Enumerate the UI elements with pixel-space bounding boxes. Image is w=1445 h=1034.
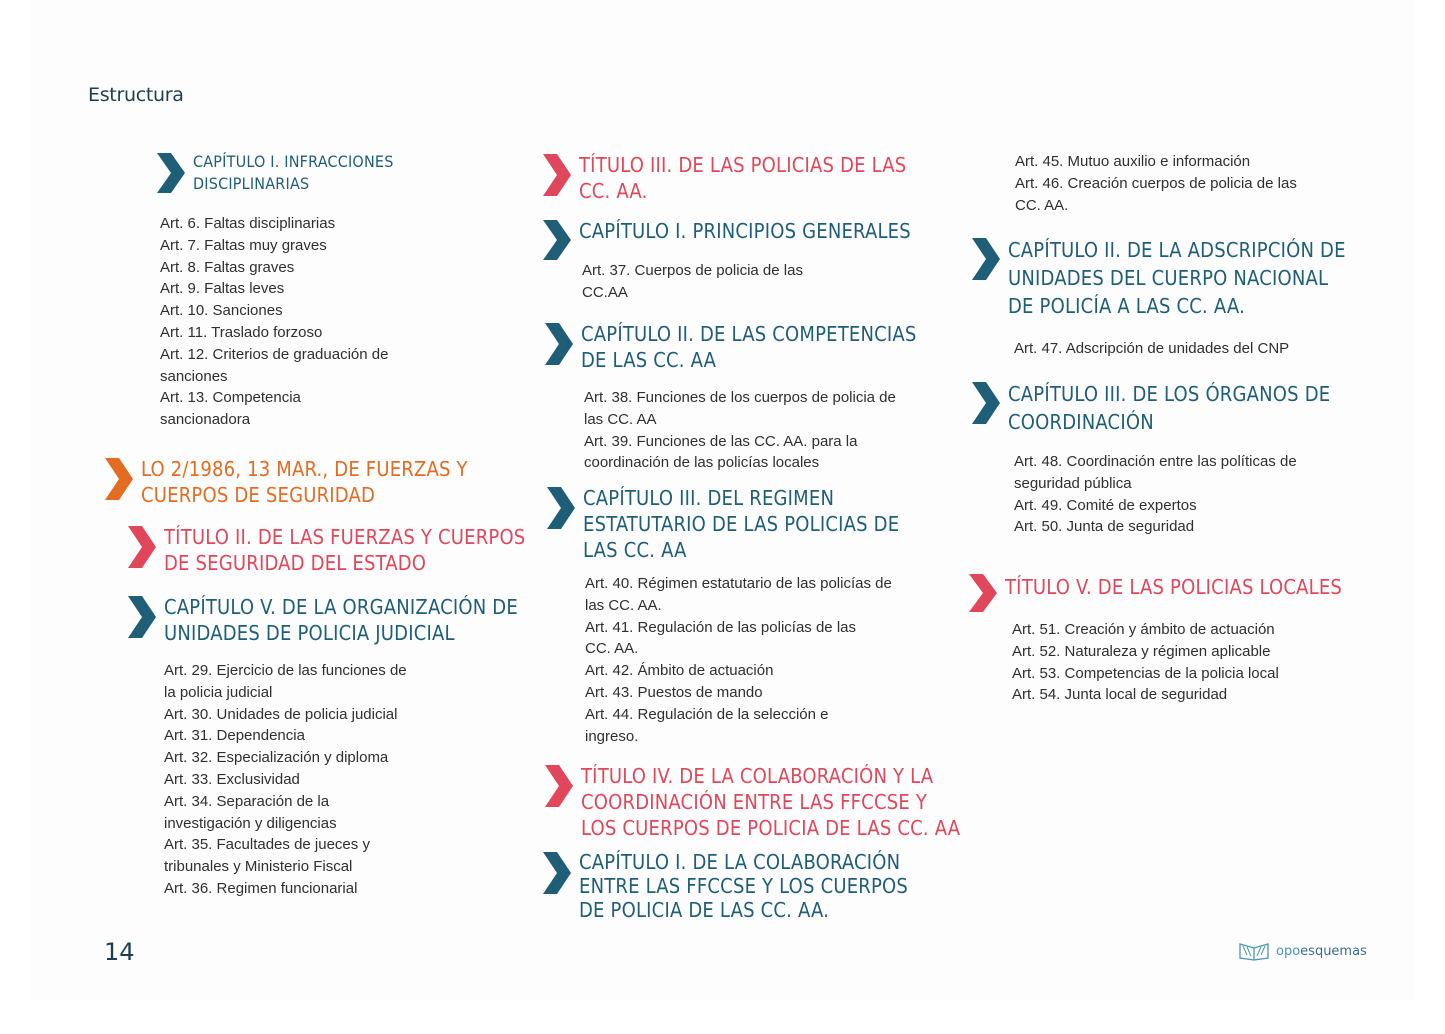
article-item: Art. 8. Faltas graves	[160, 258, 295, 276]
col3-items2	[1014, 451, 1334, 538]
title-heading: TÍTULO III. DE LAS POLICIAS DE LAS CC. AA.	[579, 153, 907, 203]
article-item: Art. 52. Naturaleza y régimen aplicable	[1012, 642, 1271, 660]
article-item: Art. 13. Competencia sancionadora	[160, 389, 301, 429]
article-item: Art. 40. Régimen estatutario de las policías de las CC. AA.	[585, 575, 892, 614]
article-item: Art. 10. Sanciones	[160, 302, 283, 320]
article-item: Art. 30. Unidades de policia judicial	[164, 705, 398, 723]
col3-items3	[1012, 619, 1332, 706]
chevron-red-icon	[545, 765, 573, 807]
article-item: Art. 49. Comité de expertos	[1014, 496, 1197, 514]
brand-logo	[1238, 941, 1367, 961]
article-item: Art. 7. Faltas muy graves	[160, 236, 327, 254]
col3-chapter-iii	[972, 380, 1372, 436]
col1-law-heading	[105, 456, 485, 508]
col2-chapter-ii	[545, 321, 945, 373]
article-item: Art. 12. Criterios de graduación de sanciones	[160, 345, 389, 385]
chapter-heading: CAPÍTULO I. PRINCIPIOS GENERALES	[579, 219, 911, 243]
page-number: 14	[104, 938, 135, 966]
chevron-teal-icon	[972, 238, 1000, 280]
article-item: Art. 41. Regulación de las policías de las CC. AA.	[585, 618, 856, 658]
title-heading: TÍTULO V. DE LAS POLICIAS LOCALES	[1005, 575, 1343, 599]
article-item: Art. 38. Funciones de los cuerpos de policia de las CC. AA	[584, 389, 896, 428]
chapter-heading: CAPÍTULO I. INFRACCIONES DISCIPLINARIAS	[193, 152, 394, 193]
chevron-teal-icon	[128, 596, 156, 638]
col1-items1	[160, 213, 425, 431]
chevron-red-icon	[969, 574, 997, 612]
col3-chapter-ii	[972, 236, 1372, 320]
law-heading: LO 2/1986, 13 MAR., DE FUERZAS Y CUERPOS DE SEGURIDAD	[141, 457, 468, 507]
chapter-heading: CAPÍTULO II. DE LA ADSCRIPCIÓN DE UNIDADES DEL CUERPO NACIONAL DE POLICÍA A LAS CC. AA.	[1008, 238, 1346, 318]
col2-title-iii	[543, 152, 923, 204]
article-item: Art. 39. Funciones de las CC. AA. para la coordinación de las policías locales	[584, 432, 858, 472]
chapter-heading: CAPÍTULO II. DE LAS COMPETENCIAS DE LAS CC. AA	[581, 322, 917, 372]
brand-name	[1276, 944, 1367, 959]
open-book-icon	[1238, 941, 1270, 961]
col3-items0	[1015, 151, 1325, 216]
article-item: Art. 46. Creación cuerpos de policia de las CC. AA.	[1015, 174, 1297, 214]
article-item: Art. 48. Coordinación entre las políticas de seguridad pública	[1014, 453, 1297, 492]
title-heading: TÍTULO IV. DE LA COLABORACIÓN Y LA COORDINACIÓN ENTRE LAS FFCCSE Y LOS CUERPOS DE POLICIA DE LAS CC. AA	[581, 764, 961, 840]
article-item: Art. 36. Regimen funcionarial	[164, 879, 358, 897]
col2-chapter-i	[543, 218, 943, 260]
chevron-teal-icon	[972, 382, 1000, 424]
article-item: Art. 42. Ámbito de actuación	[585, 662, 774, 680]
chapter-heading: CAPÍTULO III. DEL REGIMEN ESTATUTARIO DE LAS POLICIAS DE LAS CC. AA	[583, 486, 900, 562]
article-item: Art. 47. Adscripción de unidades del CNP	[1014, 340, 1290, 357]
brand-name-part-a: opo	[1276, 943, 1301, 959]
article-item: Art. 50. Junta de seguridad	[1014, 518, 1195, 536]
article-item: Art. 9. Faltas leves	[160, 280, 285, 298]
article-item: Art. 33. Exclusividad	[164, 770, 300, 788]
article-item: Art. 45. Mutuo auxilio e información	[1015, 153, 1251, 170]
article-item: Art. 34. Separación de la investigación y diligencias	[164, 792, 337, 832]
col1-chapter-v	[128, 594, 528, 646]
article-item: Art. 53. Competencias de la policia local	[1012, 664, 1279, 682]
article-item: Art. 6. Faltas disciplinarias	[160, 215, 336, 232]
brand-name-part-b: esquemas	[1300, 943, 1367, 959]
chevron-orange-icon	[105, 458, 133, 500]
chevron-teal-icon	[543, 220, 571, 260]
col2-title-iv	[545, 763, 965, 841]
chapter-heading: CAPÍTULO I. DE LA COLABORACIÓN ENTRE LAS FFCCSE Y LOS CUERPOS DE POLICIA DE LAS CC. AA.	[579, 850, 909, 922]
article-item: Art. 35. Facultades de jueces y tribunales y Ministerio Fiscal	[164, 836, 370, 876]
col1-items4	[164, 660, 429, 900]
col1-title-ii	[128, 524, 528, 576]
col3-title-v	[969, 572, 1379, 612]
article-item: Art. 44. Regulación de la selección e ingreso.	[585, 705, 829, 745]
article-item: Art. 51. Creación y ámbito de actuación	[1012, 621, 1275, 638]
chapter-heading: CAPÍTULO III. DE LOS ÓRGANOS DE COORDINACIÓN	[1008, 382, 1331, 434]
chapter-heading: CAPÍTULO V. DE LA ORGANIZACIÓN DE UNIDADES DE POLICIA JUDICIAL	[164, 595, 518, 645]
chevron-teal-icon	[157, 153, 185, 193]
article-item: Art. 31. Dependencia	[164, 727, 305, 745]
chevron-teal-icon	[543, 852, 571, 894]
col1-chapter-i	[157, 151, 417, 195]
col2-items2	[582, 260, 832, 304]
article-item: Art. 32. Especialización y diploma	[164, 749, 389, 767]
article-item: Art. 37. Cuerpos de policia de las CC.AA	[582, 262, 803, 301]
col2-items4	[585, 573, 895, 747]
col3-items1	[1014, 338, 1334, 360]
chevron-red-icon	[543, 154, 571, 196]
section-label: Estructura	[88, 84, 184, 106]
col2-items3	[584, 387, 904, 474]
col2-chapter-iii	[547, 485, 947, 563]
col2-chapter-i-colab	[543, 850, 943, 922]
title-heading: TÍTULO II. DE LAS FUERZAS Y CUERPOS DE SEGURIDAD DEL ESTADO	[164, 525, 526, 575]
article-item: Art. 54. Junta local de seguridad	[1012, 686, 1228, 704]
article-item: Art. 11. Traslado forzoso	[160, 323, 323, 341]
chevron-teal-icon	[545, 323, 573, 365]
chevron-teal-icon	[547, 487, 575, 529]
article-item: Art. 43. Puestos de mando	[585, 683, 763, 701]
chevron-red-icon	[128, 526, 156, 568]
article-item: Art. 29. Ejercicio de las funciones de la policia judicial	[164, 662, 407, 701]
